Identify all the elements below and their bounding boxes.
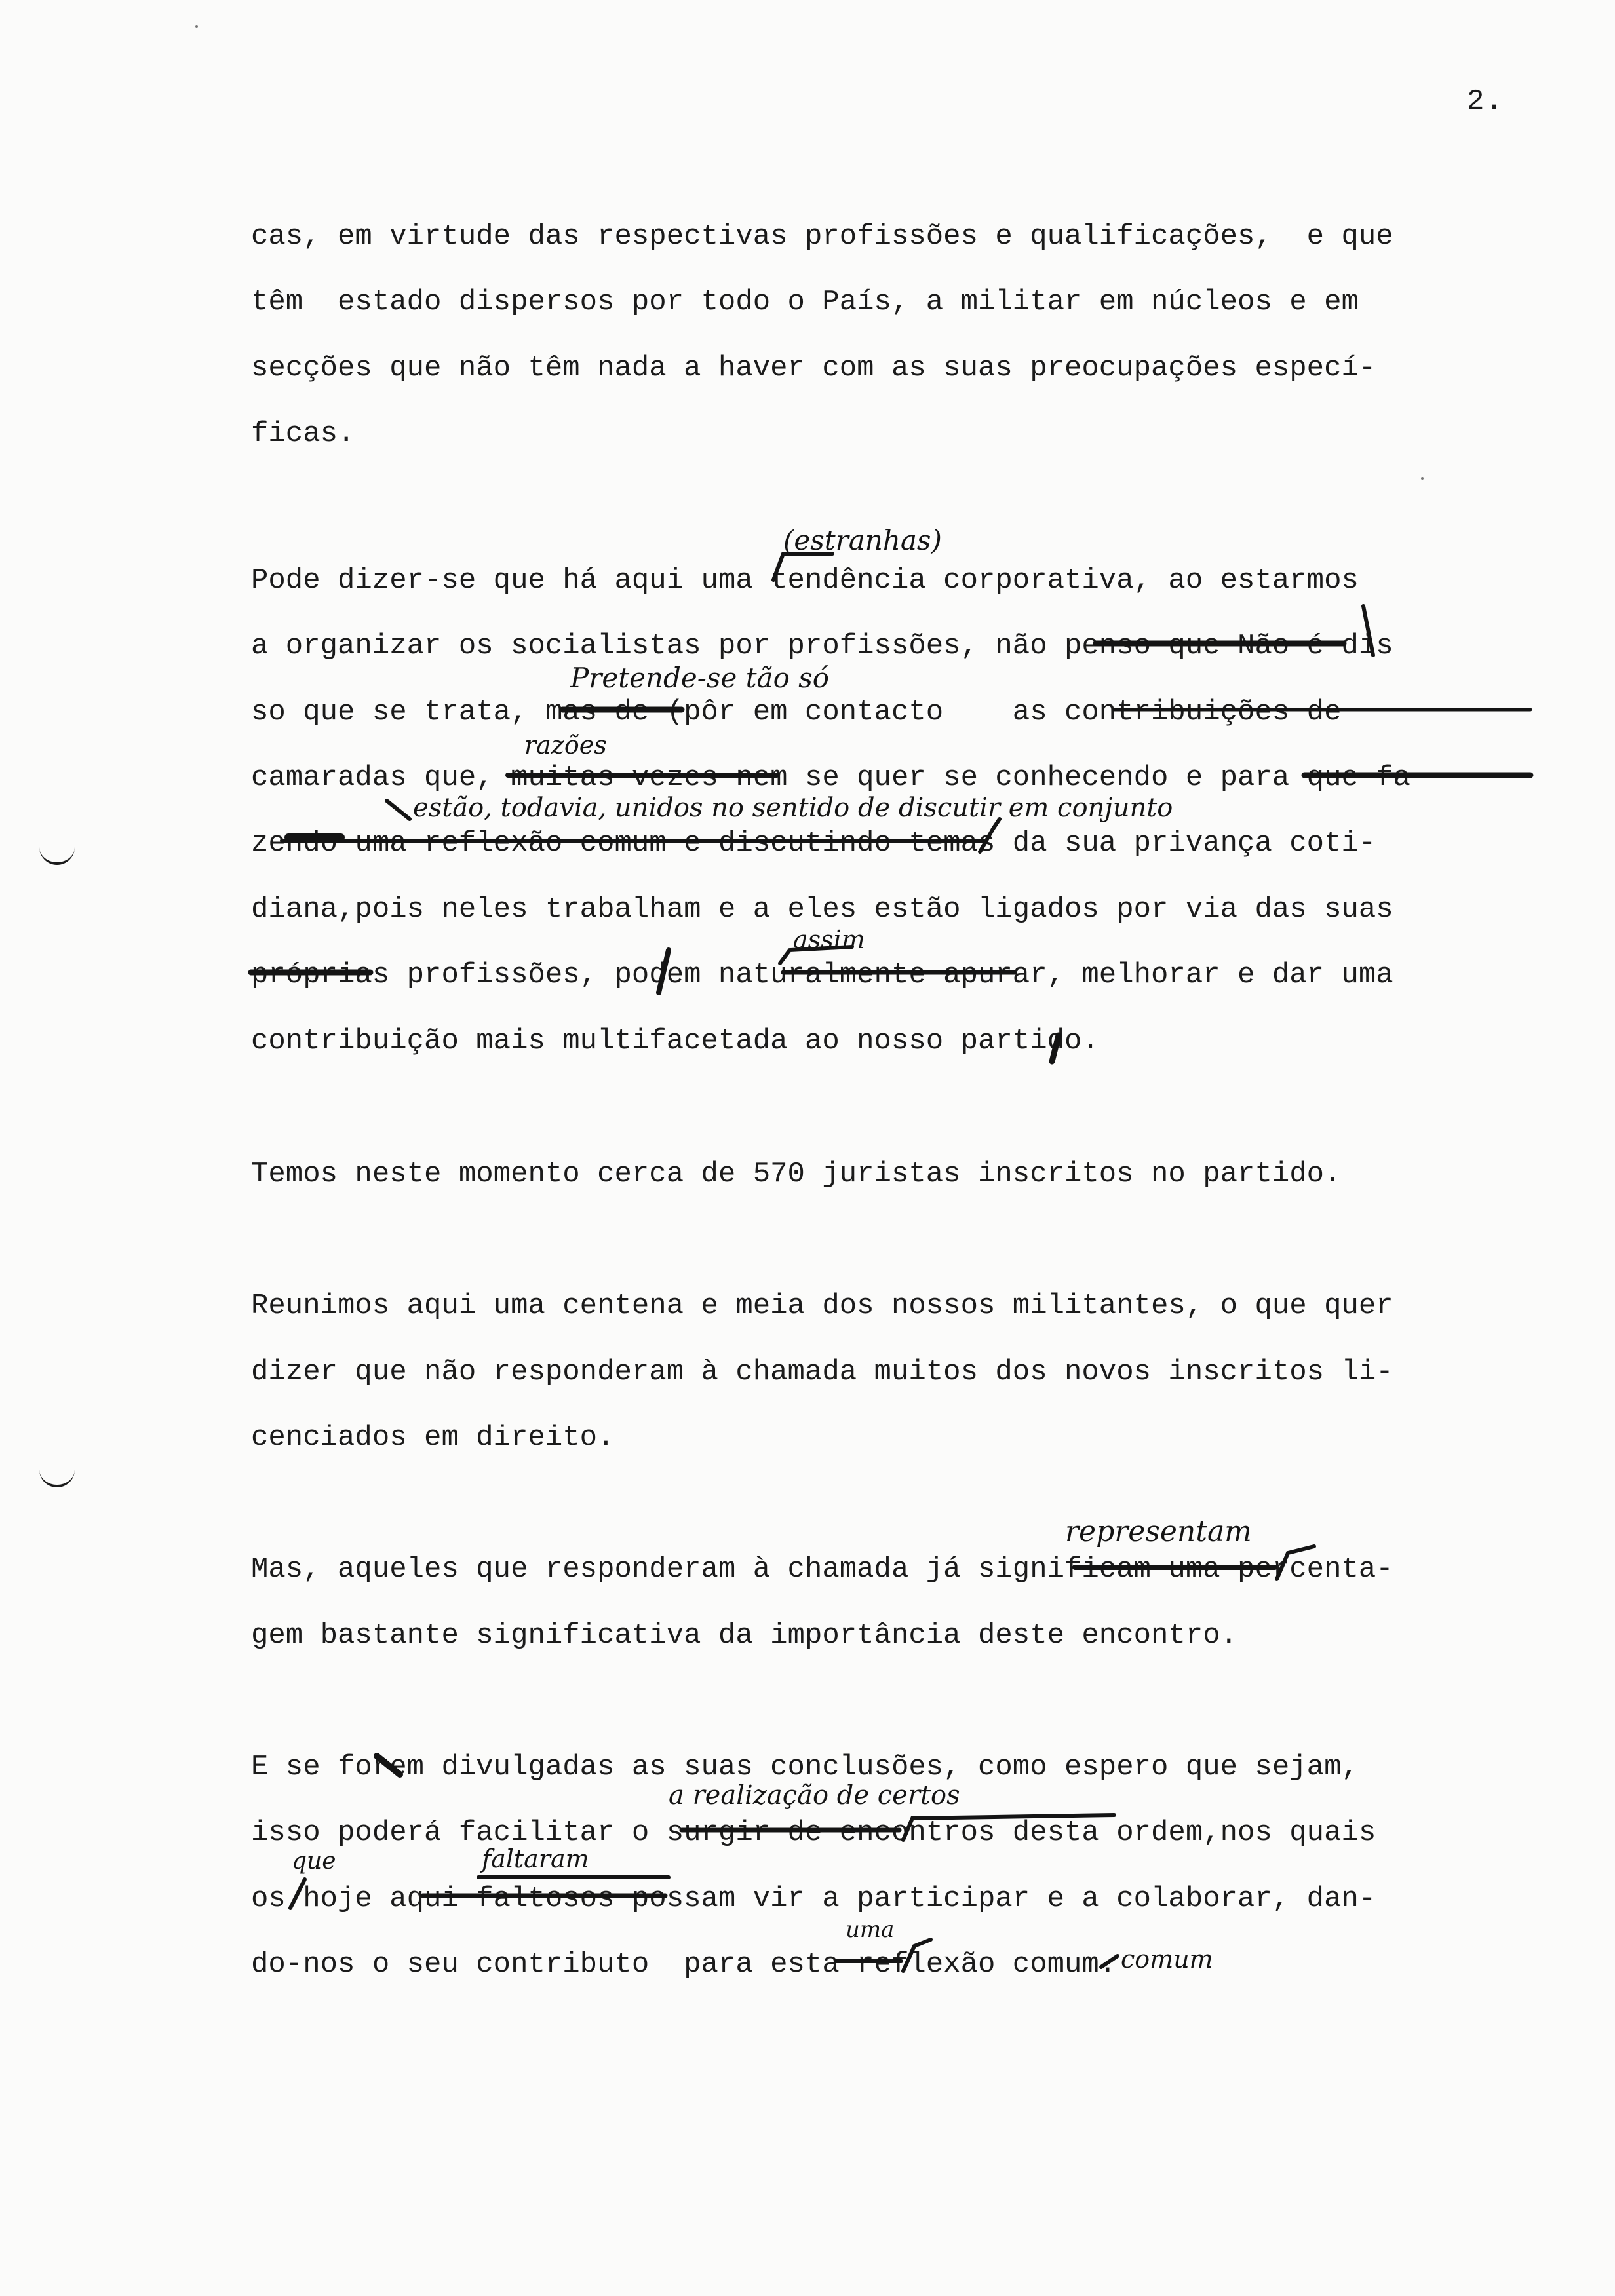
handwritten-annotation: que xyxy=(292,1848,336,1875)
text-line: ficas. xyxy=(251,417,355,450)
handwritten-annotation: a realização de certos xyxy=(669,1780,960,1810)
handwritten-annotation: uma xyxy=(846,1917,895,1943)
page-number: 2. xyxy=(1467,85,1504,118)
handwritten-annotation: (estranhas) xyxy=(783,524,942,556)
text-line: Reunimos aqui uma centena e meia dos nossos militantes, o que quer xyxy=(251,1290,1393,1322)
text-line: isso poderá facilitar o surgir de encontros desta ordem,nos quais xyxy=(251,1816,1376,1849)
text-line: diana,pois neles trabalham e a eles estão ligados por via das suas xyxy=(251,893,1393,926)
text-line: cas, em virtude das respectivas profissões e qualificações, e que xyxy=(251,220,1393,253)
handwritten-annotation: comum xyxy=(1121,1945,1213,1974)
text-line: secções que não têm nada a haver com as suas preocupações especí- xyxy=(251,352,1376,385)
text-line: a organizar os socialistas por profissões, não penso que Não é dis xyxy=(251,630,1393,662)
text-line: do-nos o seu contributo para esta reflexão comum. xyxy=(251,1948,1117,1981)
text-line: so que se trata, mas de (pôr em contacto as contribuições de xyxy=(251,696,1342,729)
text-line: zendo uma reflexão comum e discutindo temas da sua privança coti- xyxy=(251,827,1376,860)
handwritten-annotation: razões xyxy=(524,731,607,759)
text-line: próprias profissões, podem naturalmente apurar, melhorar e dar uma xyxy=(251,959,1393,991)
text-line: Mas, aqueles que responderam à chamada já significam uma percenta- xyxy=(251,1553,1393,1586)
handwritten-annotation: estão, todavia, unidos no sentido de discutir em conjunto xyxy=(413,793,1173,823)
text-line: camaradas que, muitas vezes nem se quer se conhecendo e para que fa- xyxy=(251,761,1428,794)
text-line: gem bastante significativa da importância deste encontro. xyxy=(251,1619,1238,1652)
handwritten-annotation: faltaram xyxy=(482,1845,589,1873)
text-line: Temos neste momento cerca de 570 juristas inscritos no partido. xyxy=(251,1158,1342,1191)
text-line: cenciados em direito. xyxy=(251,1421,615,1454)
text-line: têm estado dispersos por todo o País, a militar em núcleos e em xyxy=(251,286,1359,318)
text-line: os hoje aqui faltosos possam vir a participar e a colaborar, dan- xyxy=(251,1883,1376,1915)
text-line: Pode dizer-se que há aqui uma tendência corporativa, ao estarmos xyxy=(251,564,1359,597)
text-line: E se forem divulgadas as suas conclusões, como espero que sejam, xyxy=(251,1751,1359,1784)
handwritten-annotation: representam xyxy=(1065,1515,1252,1548)
text-line: dizer que não responderam à chamada muitos dos novos inscritos li- xyxy=(251,1356,1393,1388)
text-line: contribuição mais multifacetada ao nosso partido. xyxy=(251,1025,1099,1058)
handwritten-annotation: assim xyxy=(793,925,865,954)
handwritten-annotation: Pretende-se tão só xyxy=(570,662,830,694)
